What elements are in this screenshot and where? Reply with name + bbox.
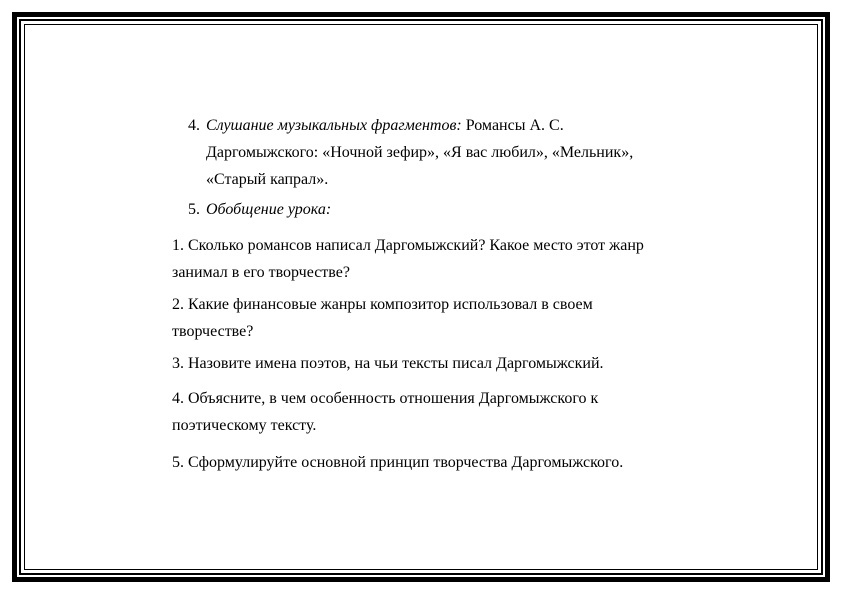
question-3	[172, 350, 712, 377]
body-text: Даргомыжского: «Ночной зефир», «Я вас любил», «Мельник»,	[206, 144, 634, 161]
list-item-listening	[188, 112, 633, 193]
question-text: 3. Назовите имена поэтов, на чьи тексты писал Даргомыжский.	[172, 355, 604, 372]
body-text: Романсы А. С.	[465, 117, 564, 134]
section-heading: Обобщение урока:	[206, 201, 332, 218]
section-heading: Слушание музыкальных фрагментов:	[206, 117, 462, 134]
question-text: 2. Какие финансовые жанры композитор использовал в своем	[172, 296, 593, 313]
question-text: занимал в его творчестве?	[172, 264, 350, 281]
list-number: 5.	[188, 201, 200, 218]
question-text: 1. Сколько романсов написал Даргомыжский? Какое место этот жанр	[172, 237, 644, 254]
question-text: поэтическому тексту.	[172, 417, 317, 434]
question-text: 5. Сформулируйте основной принцип творчества Даргомыжского.	[172, 454, 624, 471]
list-item-summary	[188, 196, 331, 223]
question-1	[172, 232, 712, 286]
question-4	[172, 385, 712, 439]
question-text: 4. Объясните, в чем особенность отношения Даргомыжского к	[172, 390, 599, 407]
body-text: «Старый капрал».	[206, 171, 329, 188]
question-2	[172, 291, 712, 345]
question-5	[172, 449, 712, 476]
list-item-line	[188, 112, 633, 139]
question-text: творчестве?	[172, 323, 254, 340]
list-number: 4.	[188, 117, 200, 134]
